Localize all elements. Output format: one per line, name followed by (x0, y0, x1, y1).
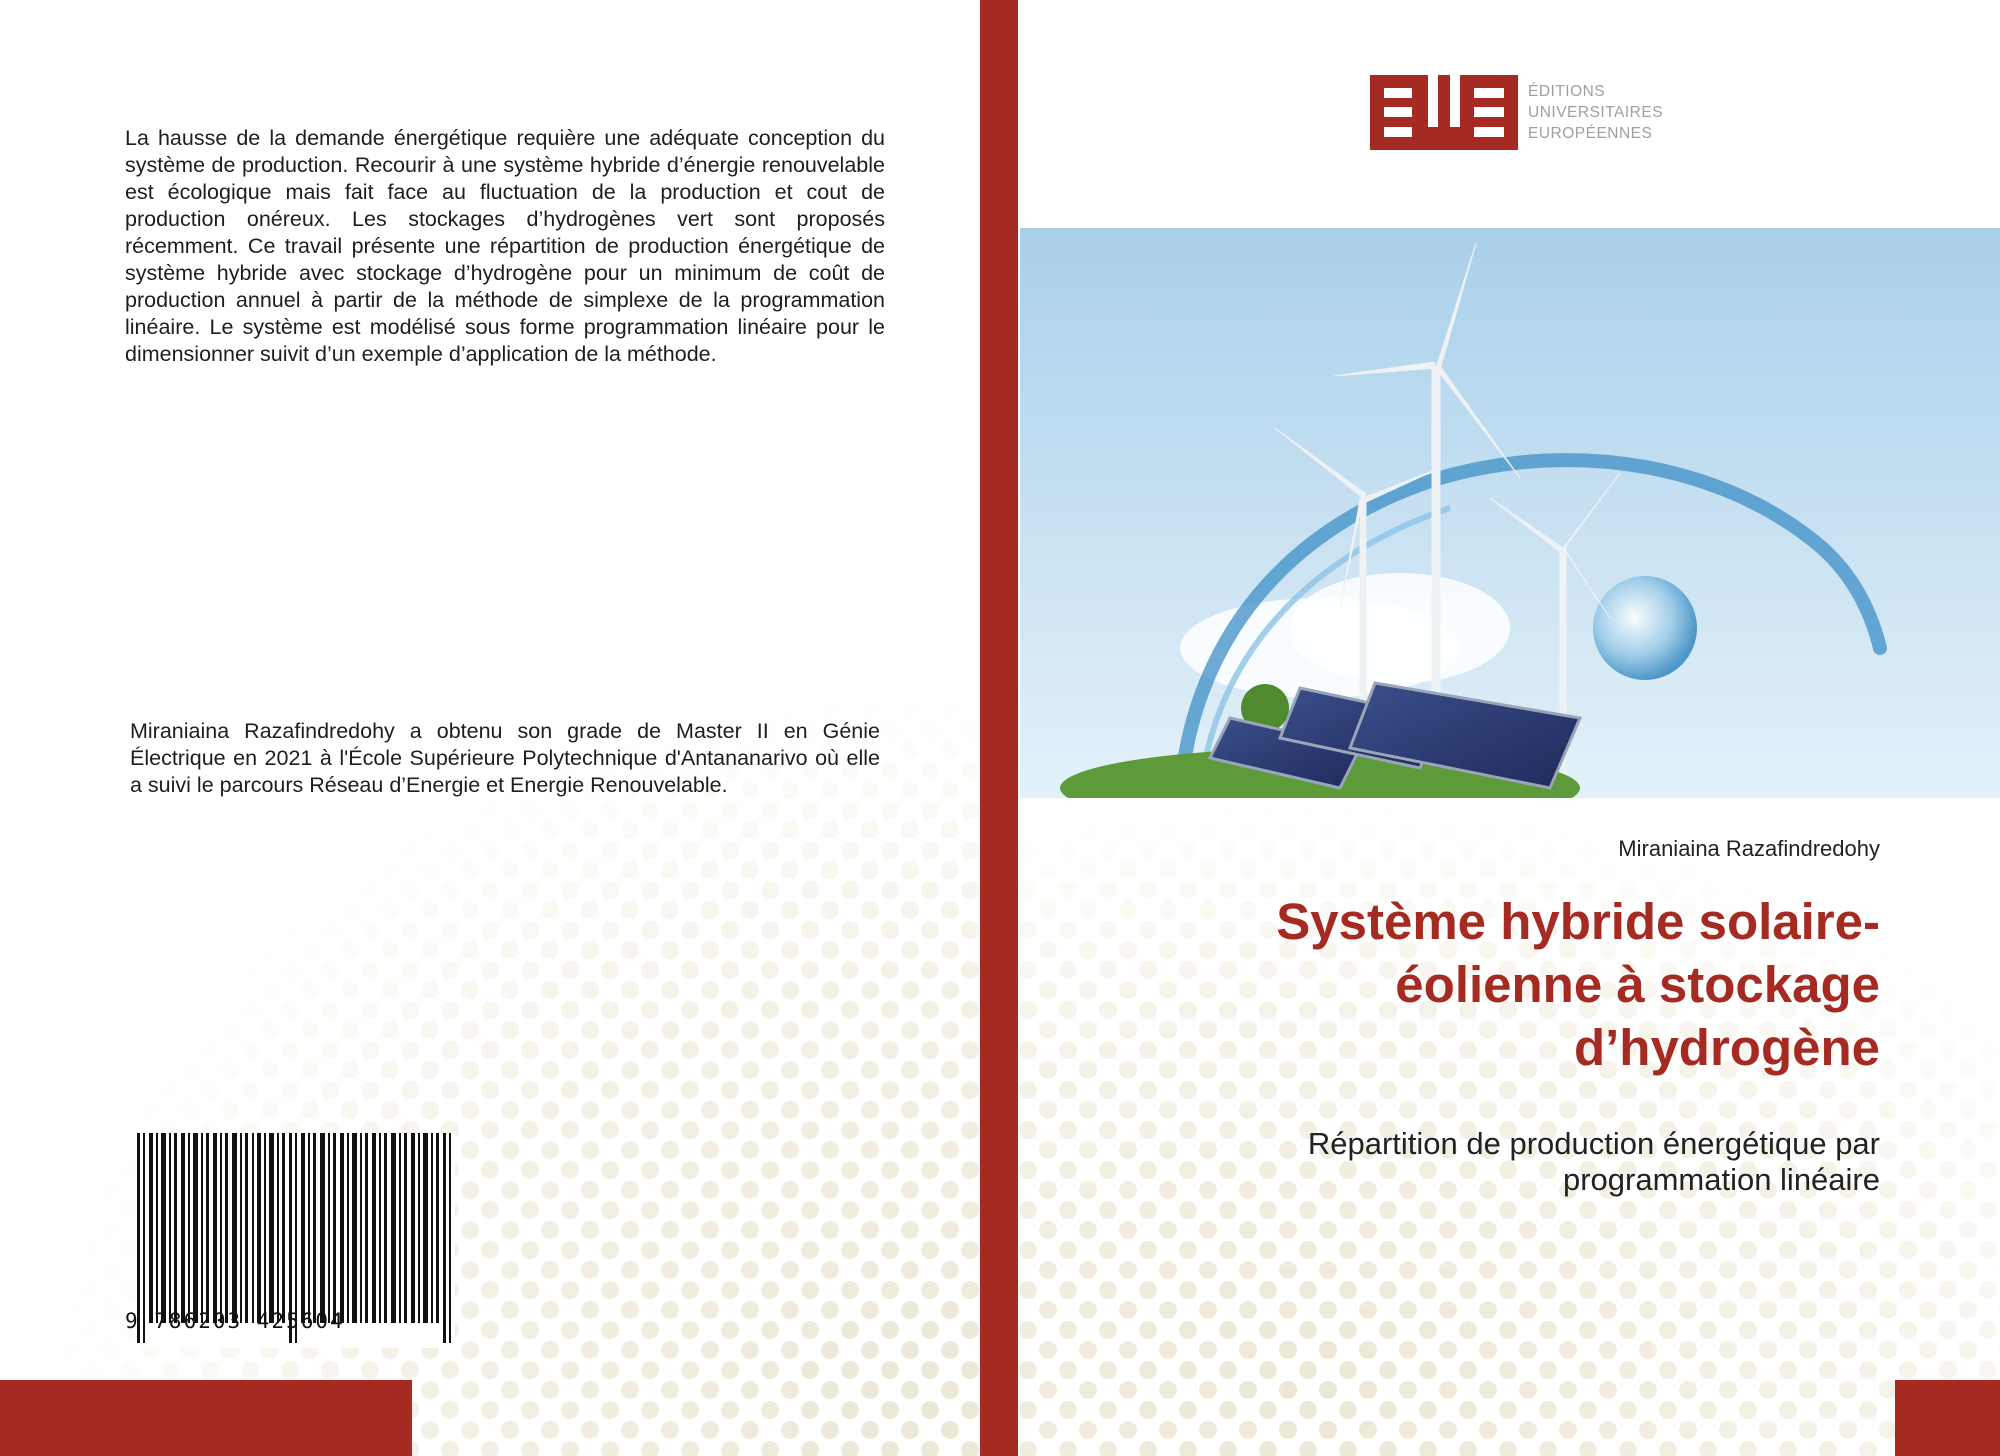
back-cover (0, 0, 980, 1456)
publisher-logo (1370, 75, 1670, 155)
author-biography: Miraniaina Razafindredohy a obtenu son grade de Master II en Génie Électrique en 2021 à l'École Supérieure Polytechnique d'Antananarivo où elle a suivi le parcours Réseau d’Energie et Energie Renouvelable. (130, 719, 880, 797)
publisher-name-line-3: EUROPÉENNES (1528, 125, 1653, 142)
book-title: Système hybride solaire-éolienne à stockage d’hydrogène (1276, 893, 1880, 1076)
isbn-digits: 9 786203 425604 (125, 1309, 345, 1333)
bottom-accent-bar-right (1895, 1380, 2000, 1456)
front-cover-author: Miraniaina Razafindredohy (1618, 836, 1880, 861)
publisher-name-line-1: ÉDITIONS (1528, 83, 1606, 100)
back-cover-abstract: La hausse de la demande énergétique requière une adéquate conception du système de production. Recourir à une système hybride d’énergie renouvelable est écologique mais fait face au fluctuation de la production et cout de production onéreux. Les stockages d’hydrogènes vert sont proposés récemment. Ce travail présente une répartition de production énergétique de système hybride avec stockage d’hydrogène pour un minimum de coût de production annuel à partir de la méthode de simplexe de la programmation linéaire. Le système est modélisé sous forme programmation linéaire pour le dimensionner suivit d’un exemple d’application de la méthode. (125, 126, 885, 366)
book-spine (980, 0, 1018, 1456)
publisher-name (1528, 81, 1663, 144)
book-subtitle: Répartition de production énergétique par programmation linéaire (1307, 1126, 1880, 1197)
eue-logo-mark (1370, 75, 1518, 150)
cover-illustration-wind-solar (1020, 228, 2000, 798)
publisher-name-line-2: UNIVERSITAIRES (1528, 104, 1664, 121)
bottom-accent-bar-left (0, 1380, 412, 1456)
